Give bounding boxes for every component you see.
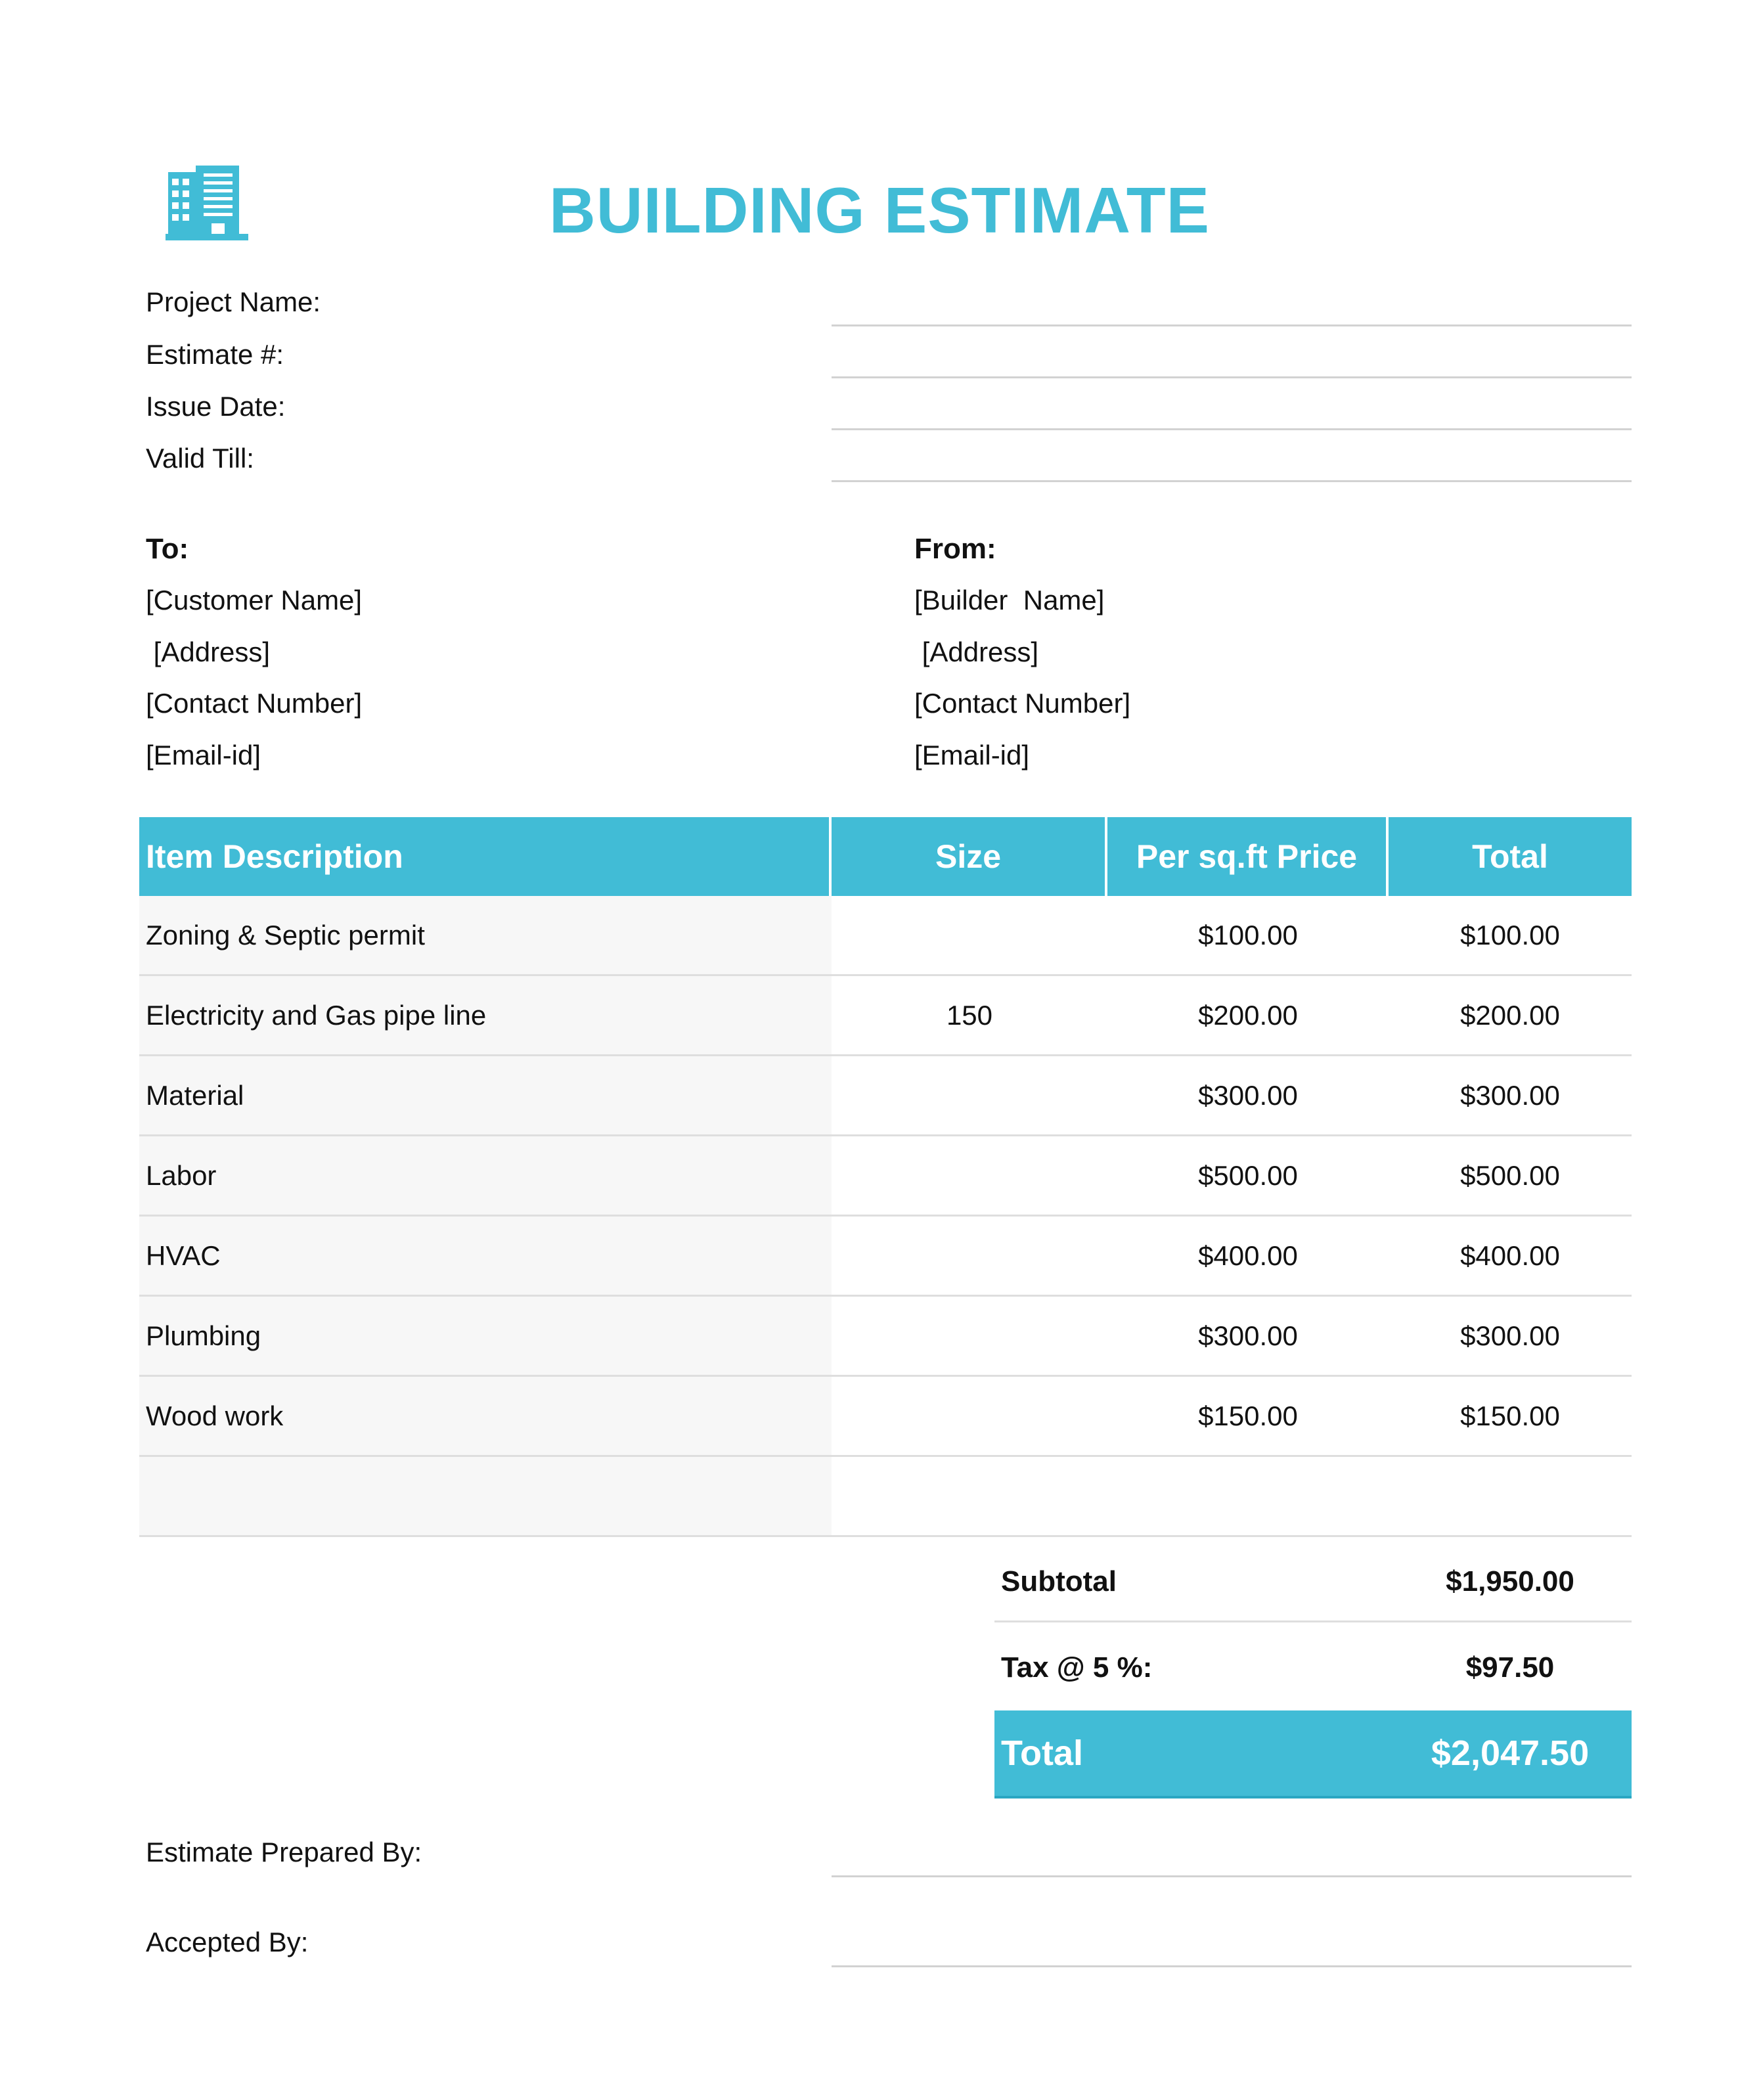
item-description-cell[interactable] [139,1457,832,1535]
item-size-cell[interactable] [832,896,1107,974]
from-heading: From: [914,533,996,565]
table-row [139,1457,1632,1537]
item-description-cell[interactable]: Material [139,1056,832,1134]
project-name-field[interactable] [832,324,1632,326]
item-description-cell[interactable]: Plumbing [139,1297,832,1375]
item-size-cell[interactable] [832,1457,1107,1535]
item-total-cell: $100.00 [1460,919,1560,950]
tax-value: $97.50 [1465,1651,1555,1684]
from-email: [Email-id] [914,740,1030,771]
estimate-number-label: Estimate #: [146,339,284,370]
item-total-cell: $300.00 [1460,1320,1560,1351]
item-total-cell: $200.00 [1460,999,1560,1031]
accepted-by-field[interactable] [832,1965,1632,1967]
from-builder-name: [Builder Name] [914,585,1105,615]
page-title: BUILDING ESTIMATE [548,174,1211,246]
tax-label: Tax @ 5 %: [1001,1651,1153,1684]
subtotal-label: Subtotal [1001,1565,1117,1597]
item-price-cell[interactable]: $400.00 [1198,1240,1298,1271]
valid-till-field[interactable] [832,480,1632,482]
issue-date-field[interactable] [832,428,1632,430]
item-size-cell[interactable]: 150 [946,999,993,1031]
item-size-cell[interactable] [832,1217,1107,1295]
header-item-description: Item Description [139,817,832,896]
item-description-cell[interactable]: Wood work [139,1377,832,1455]
header-price: Per sq.ft Price [1107,817,1389,896]
accepted-by-label: Accepted By: [146,1927,309,1957]
header-total: Total [1472,838,1548,875]
grand-total-label: Total [1001,1733,1083,1773]
table-row [139,976,1632,1056]
header-size: Size [832,817,1107,896]
from-address: [Address] [914,637,1039,667]
item-size-cell[interactable] [832,1056,1107,1134]
item-description-cell[interactable]: Electricity and Gas pipe line [139,976,832,1054]
grand-total-value: $2,047.50 [1431,1733,1590,1773]
item-price-cell[interactable]: $150.00 [1198,1400,1298,1431]
item-size-cell[interactable] [832,1136,1107,1215]
project-name-label: Project Name: [146,286,321,317]
grand-total-row [994,1710,1632,1798]
prepared-by-field[interactable] [832,1875,1632,1877]
table-row [139,1377,1632,1457]
item-description-cell[interactable]: Zoning & Septic permit [139,896,832,974]
items-table [139,817,1632,1537]
table-row [139,1056,1632,1136]
item-description-cell[interactable]: Labor [139,1136,832,1215]
to-heading: To: [146,533,189,565]
item-total-cell: $150.00 [1460,1400,1560,1431]
valid-till-label: Valid Till: [146,443,254,474]
to-address: [Address] [146,637,271,667]
issue-date-label: Issue Date: [146,391,286,422]
item-description-cell[interactable]: HVAC [139,1217,832,1295]
to-contact-number: [Contact Number] [146,688,363,719]
item-total-cell [1389,1457,1632,1535]
subtotal-value: $1,950.00 [1446,1565,1574,1597]
item-price-cell[interactable] [1107,1457,1389,1535]
item-total-cell: $400.00 [1460,1240,1560,1271]
item-size-cell[interactable] [832,1377,1107,1455]
item-price-cell[interactable]: $500.00 [1198,1159,1298,1191]
to-email: [Email-id] [146,740,261,771]
item-price-cell[interactable]: $100.00 [1198,919,1298,950]
subtotal-row [994,1542,1632,1622]
item-price-cell[interactable]: $200.00 [1198,999,1298,1031]
table-row [139,896,1632,976]
tax-row [994,1628,1632,1708]
item-total-cell: $500.00 [1460,1159,1560,1191]
from-contact-number: [Contact Number] [914,688,1131,719]
table-row [139,1217,1632,1297]
table-row [139,1297,1632,1377]
item-price-cell[interactable]: $300.00 [1198,1079,1298,1111]
estimate-number-field[interactable] [832,376,1632,378]
table-row [139,1136,1632,1217]
prepared-by-label: Estimate Prepared By: [146,1837,422,1867]
table-header [139,817,1632,896]
to-customer-name: [Customer Name] [146,585,363,615]
item-size-cell[interactable] [832,1297,1107,1375]
item-price-cell[interactable]: $300.00 [1198,1320,1298,1351]
item-total-cell: $300.00 [1460,1079,1560,1111]
